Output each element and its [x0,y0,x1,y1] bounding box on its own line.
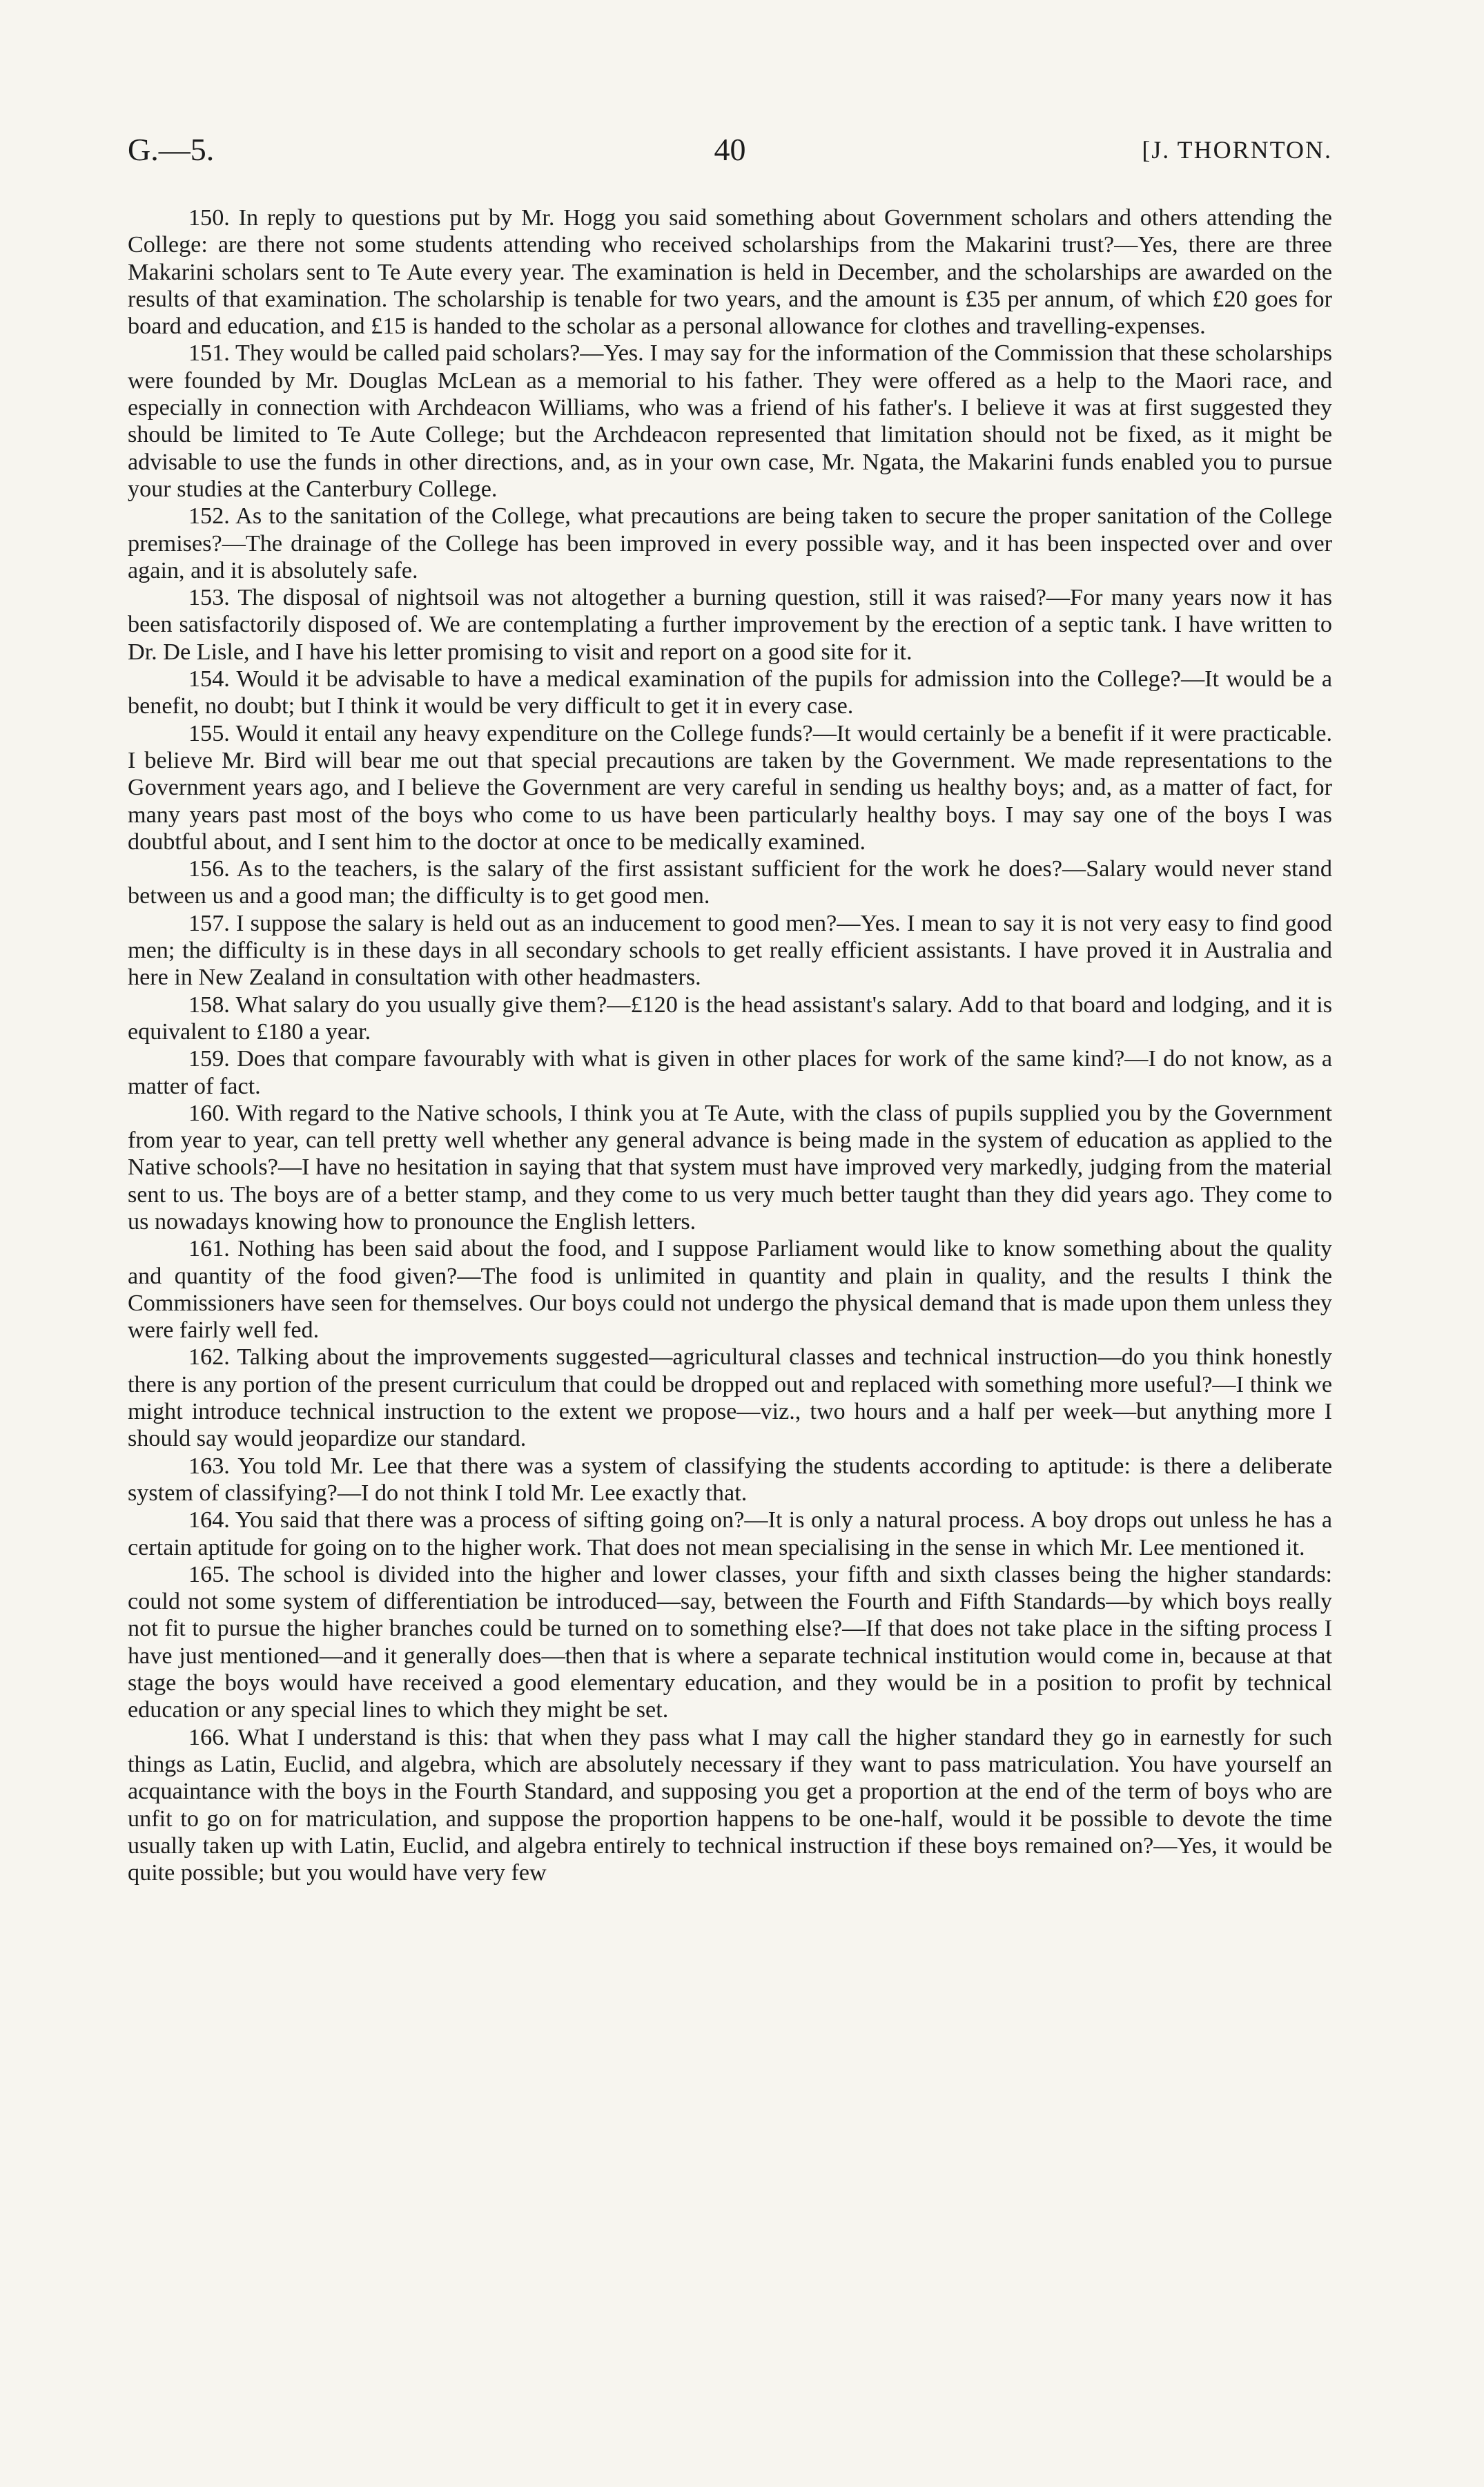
witness-name: [J. THORNTON. [1142,136,1332,164]
paragraph-150: 150. In reply to questions put by Mr. Hogg you said something about Government scholars and others attending the College: are there not some students attending who received scholarships from the Makarini trust?—Yes, there are three Makarini scholars sent to Te Aute every year. The examination is held in December, and the scholarships are awarded on the results of that examination. The scholarship is tenable for two years, and the amount is £35 per annum, of which £20 goes for board and education, and £15 is handed to the scholar as a personal allowance for clothes and travelling-expenses. [128,205,1332,340]
paragraph-152: 152. As to the sanitation of the College, what precautions are being taken to secure the proper sanitation of the College premises?—The drainage of the College has been improved in every possible way, and it has been inspected over and over again, and it is absolutely safe. [128,503,1332,583]
document-page [128,131,1332,1886]
paragraph-151: 151. They would be called paid scholars?—Yes. I may say for the information of the Commission that these scholarships were founded by Mr. Douglas McLean as a memorial to his father. They were offered as a help to the Maori race, and especially in connection with Archdeacon Williams, who was a friend of his father's. I believe it was at first suggested they should be limited to Te Aute College; but the Archdeacon represented that limitation should not be fixed, as it might be advisable to use the funds in other directions, and, as in your own case, Mr. Ngata, the Makarini funds enabled you to pursue your studies at the Canterbury College. [128,340,1332,502]
paragraph-156: 156. As to the teachers, is the salary of the first assistant sufficient for the work he does?—Salary would never stand between us and a good man; the difficulty is to get good men. [128,856,1332,909]
paragraph-165: 165. The school is divided into the higher and lower classes, your fifth and sixth classes being the higher standards: could not some system of differentiation be introduced—say, between the Fourth and Fifth Standards—by which boys really not fit to pursue the higher branches could be turned on to something else?—If that does not take place in the sifting process I have just mentioned—and it generally does—then that is where a separate technical institution would come in, because at that stage the boys would have received a good elementary education, and they would be in a position to profit by technical education or any special lines to which they might be set. [128,1561,1332,1723]
paragraph-153: 153. The disposal of nightsoil was not altogether a burning question, still it was raised?—For many years now it has been satisfactorily disposed of. We are contemplating a further improvement by the erection of a septic tank. I have written to Dr. De Lisle, and I have his letter promising to visit and report on a good site for it. [128,585,1332,665]
paragraph-159: 159. Does that compare favourably with what is given in other places for work of the same kind?—I do not know, as a matter of fact. [128,1046,1332,1099]
page-number: 40 [714,132,746,167]
running-head [128,131,1332,186]
evidence-text [128,204,1332,1886]
paragraph-163: 163. You told Mr. Lee that there was a system of classifying the students according to aptitude: is there a deliberate system of classifying?—I do not think I told Mr. Lee exactly that. [128,1453,1332,1506]
paragraph-160: 160. With regard to the Native schools, I think you at Te Aute, with the class of pupils supplied you by the Government from year to year, can tell pretty well whether any general advance is being made in the system of education as applied to the Native schools?—I have no hesitation in saying that that system must have improved very markedly, judging from the material sent to us. The boys are of a better stamp, and they come to us very much better taught than they did years ago. They come to us nowadays knowing how to pronounce the English letters. [128,1100,1332,1235]
paragraph-166: 166. What I understand is this: that when they pass what I may call the higher standard they go in earnestly for such things as Latin, Euclid, and algebra, which are absolutely necessary if they want to pass matriculation. You have yourself an acquaintance with the boys in the Fourth Standard, and supposing you get a proportion at the end of the term of boys who are unfit to go on for matriculation, and suppose the proportion happens to be one-half, would it be possible to devote the time usually taken up with Latin, Euclid, and algebra entirely to technical instruction if these boys remained on?—Yes, it would be quite possible; but you would have very few [128,1724,1332,1886]
paragraph-154: 154. Would it be advisable to have a medical examination of the pupils for admission into the College?—It would be a benefit, no doubt; but I think it would be very difficult to get it in every case. [128,666,1332,719]
paragraph-162: 162. Talking about the improvements suggested—agricultural classes and technical instruction—do you think honestly there is any portion of the present curriculum that could be dropped out and replaced with something more useful?—I think we might introduce technical instruction to the extent we propose—viz., two hours and a half per week—but anything more I should say would jeopardize our standard. [128,1344,1332,1452]
paragraph-158: 158. What salary do you usually give them?—£120 is the head assistant's salary. Add to that board and lodging, and it is equivalent to £180 a year. [128,991,1332,1045]
report-reference: G.—5. [128,132,215,167]
paragraph-157: 157. I suppose the salary is held out as an inducement to good men?—Yes. I mean to say it is not very easy to find good men; the difficulty is in these days in all secondary schools to get really efficient assistants. I have proved it in Australia and here in New Zealand in consultation with other headmasters. [128,910,1332,991]
paragraph-155: 155. Would it entail any heavy expenditure on the College funds?—It would certainly be a benefit if it were practicable. I believe Mr. Bird will bear me out that special precautions are taken by the Government. We made representations to the Government years ago, and I believe the Government are very careful in sending us healthy boys; and, as a matter of fact, for many years past most of the boys who come to us have been particularly healthy boys. I may say one of the boys I was doubtful about, and I sent him to the doctor at once to be medically examined. [128,720,1332,855]
paragraph-161: 161. Nothing has been said about the food, and I suppose Parliament would like to know something about the quality and quantity of the food given?—The food is unlimited in quantity and plain in quality, and the results I think the Commissioners have seen for themselves. Our boys could not undergo the physical demand that is made upon them unless they were fairly well fed. [128,1236,1332,1344]
paragraph-164: 164. You said that there was a process of sifting going on?—It is only a natural process. A boy drops out unless he has a certain aptitude for going on to the higher work. That does not mean specialising in the sense in which Mr. Lee mentioned it. [128,1507,1332,1560]
